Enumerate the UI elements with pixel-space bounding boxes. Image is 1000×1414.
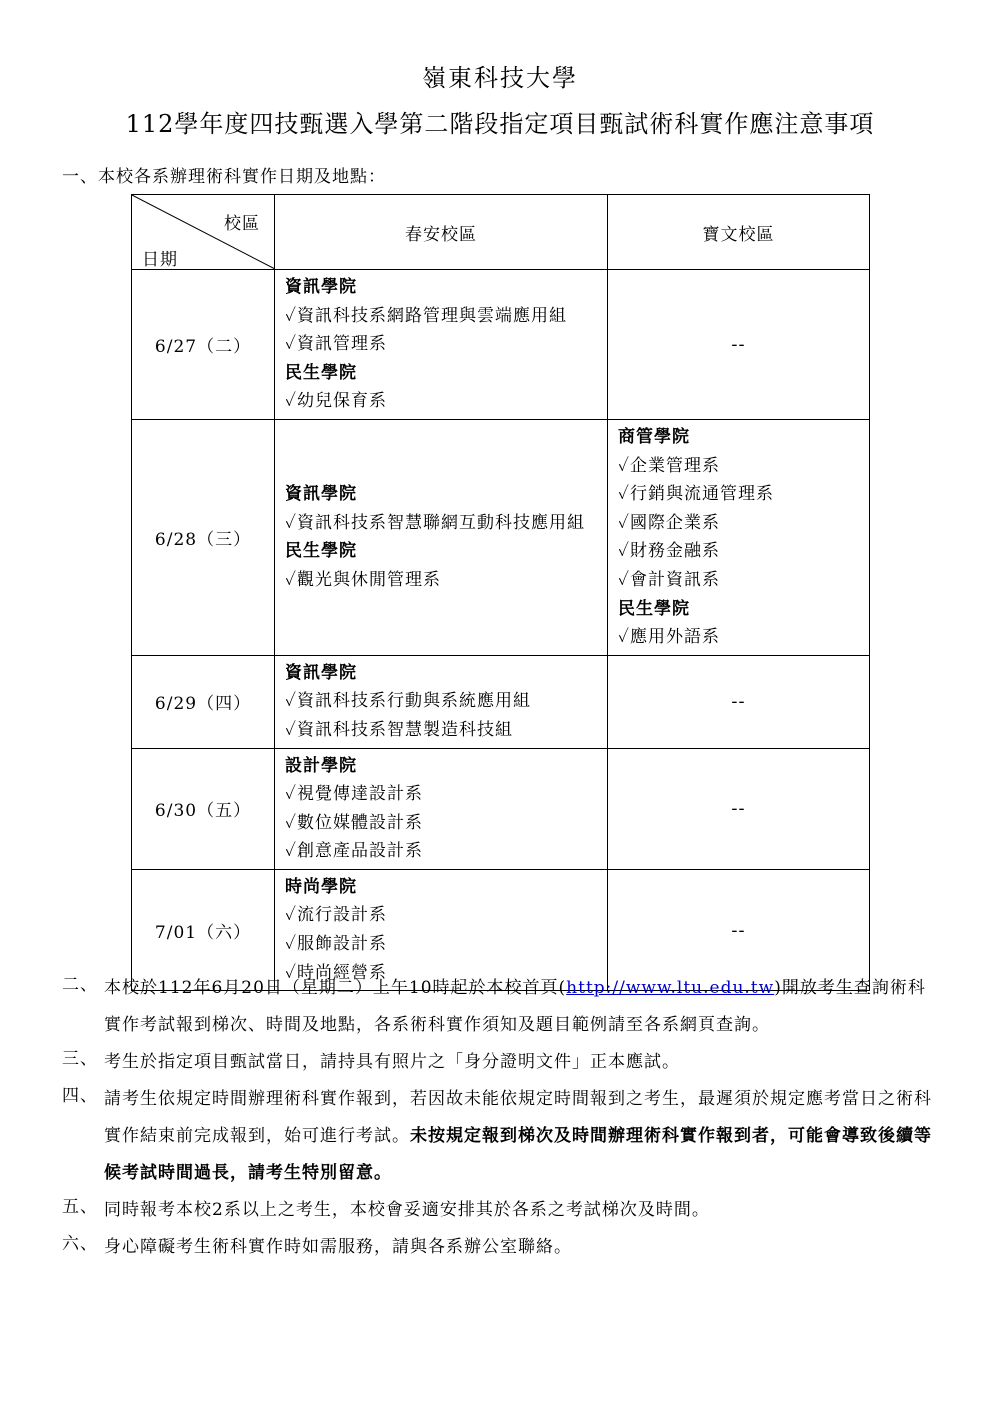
department-item: ✓幼兒保育系 xyxy=(285,391,387,412)
department-item: ✓服飾設計系 xyxy=(285,934,387,955)
department-item: ✓國際企業系 xyxy=(618,512,720,533)
department-item: ✓財務金融系 xyxy=(618,541,720,562)
department-item: ✓資訊科技系智慧製造科技組 xyxy=(285,719,513,740)
college-name: 資訊學院 xyxy=(285,484,357,505)
note-6 xyxy=(62,1229,942,1266)
table-row xyxy=(132,419,870,655)
note-number: 二、 xyxy=(62,975,98,995)
chunan-campus-cell xyxy=(275,748,608,869)
baowen-campus-cell: -- xyxy=(608,869,870,990)
note-text: 同時報考本校2系以上之考生，本校會妥適安排其於各系之考試梯次及時間。 xyxy=(104,1200,710,1220)
table-row xyxy=(132,748,870,869)
header-date-label: 日期 xyxy=(142,250,178,270)
department-item: ✓會計資訊系 xyxy=(618,569,720,590)
date-cell: 6/27（二） xyxy=(132,270,275,420)
date-cell: 6/30（五） xyxy=(132,748,275,869)
note-text: 請考生依規定時間辦理術科實作報到，若因故未能依規定時間報到之考生，最遲須於規定應考當日之術科實作結束前完成報到，始可進行考試。 xyxy=(104,1089,932,1146)
note-number: 六、 xyxy=(62,1234,98,1254)
date-cell: 6/29（四） xyxy=(132,655,275,748)
header-campus-label: 校區 xyxy=(224,214,260,234)
header-campus-baowen: 寶文校區 xyxy=(608,195,870,270)
department-item: ✓數位媒體設計系 xyxy=(285,812,423,833)
baowen-campus-cell: -- xyxy=(608,655,870,748)
note-warning: 未按規定報到梯次及時間辦理術科實作報到者，可能會導致後續等候考試時間過長，請考生特別留意。 xyxy=(104,1126,932,1183)
department-item: ✓企業管理系 xyxy=(618,455,720,476)
note-text: )開放考生查詢術科實作考試報到梯次、時間及地點，各系術科實作須知及題目範例請至各系網頁查詢。 xyxy=(104,978,926,1035)
note-number: 四、 xyxy=(62,1086,98,1106)
department-item: ✓流行設計系 xyxy=(285,905,387,926)
college-name: 民生學院 xyxy=(618,598,690,619)
college-name: 設計學院 xyxy=(285,755,357,776)
chunan-campus-cell xyxy=(275,270,608,420)
table-row xyxy=(132,270,870,420)
department-item: ✓資訊科技系智慧聯網互動科技應用組 xyxy=(285,512,585,533)
college-name: 時尚學院 xyxy=(285,876,357,897)
date-cell: 6/28（三） xyxy=(132,419,275,655)
note-text: 身心障礙考生術科實作時如需服務，請與各系辦公室聯絡。 xyxy=(104,1237,572,1257)
department-item: ✓資訊管理系 xyxy=(285,334,387,355)
note-number: 三、 xyxy=(62,1049,98,1069)
schedule-table xyxy=(131,194,870,991)
header-campus-chunan: 春安校區 xyxy=(275,195,608,270)
notes-list xyxy=(62,970,942,1266)
note-5 xyxy=(62,1192,942,1229)
note-text: 考生於指定項目甄試當日，請持具有照片之「身分證明文件」正本應試。 xyxy=(104,1052,680,1072)
table-body xyxy=(132,270,870,991)
note-3 xyxy=(62,1044,942,1081)
school-title: 嶺東科技大學 xyxy=(422,64,578,92)
college-name: 商管學院 xyxy=(618,426,690,447)
table-header-row xyxy=(132,195,870,270)
department-item: ✓行銷與流通管理系 xyxy=(618,484,774,505)
department-item: ✓時尚經營系 xyxy=(285,962,387,983)
date-cell: 7/01（六） xyxy=(132,869,275,990)
section-1-heading: 一、本校各系辦理術科實作日期及地點： xyxy=(62,167,386,187)
note-number: 五、 xyxy=(62,1197,98,1217)
department-item: ✓觀光與休閒管理系 xyxy=(285,569,441,590)
table-row xyxy=(132,655,870,748)
college-name: 民生學院 xyxy=(285,362,357,383)
baowen-campus-cell xyxy=(608,419,870,655)
chunan-campus-cell xyxy=(275,419,608,655)
department-item: ✓應用外語系 xyxy=(618,627,720,648)
baowen-campus-cell: -- xyxy=(608,748,870,869)
department-item: ✓資訊科技系網路管理與雲端應用組 xyxy=(285,305,567,326)
header-diagonal-cell xyxy=(132,195,275,270)
college-name: 資訊學院 xyxy=(285,662,357,683)
homepage-link[interactable]: http://www.ltu.edu.tw xyxy=(566,978,775,998)
note-2 xyxy=(62,970,942,1044)
department-item: ✓資訊科技系行動與系統應用組 xyxy=(285,691,531,712)
chunan-campus-cell xyxy=(275,655,608,748)
baowen-campus-cell: -- xyxy=(608,270,870,420)
note-text: 本校於112年6月20日（星期二）上午10時起於本校首頁( xyxy=(104,978,567,998)
note-4 xyxy=(62,1081,942,1192)
document-title: 112學年度四技甄選入學第二階段指定項目甄試術科實作應注意事項 xyxy=(125,110,875,138)
college-name: 民生學院 xyxy=(285,541,357,562)
department-item: ✓視覺傳達設計系 xyxy=(285,784,423,805)
department-item: ✓創意產品設計系 xyxy=(285,841,423,862)
college-name: 資訊學院 xyxy=(285,277,357,297)
